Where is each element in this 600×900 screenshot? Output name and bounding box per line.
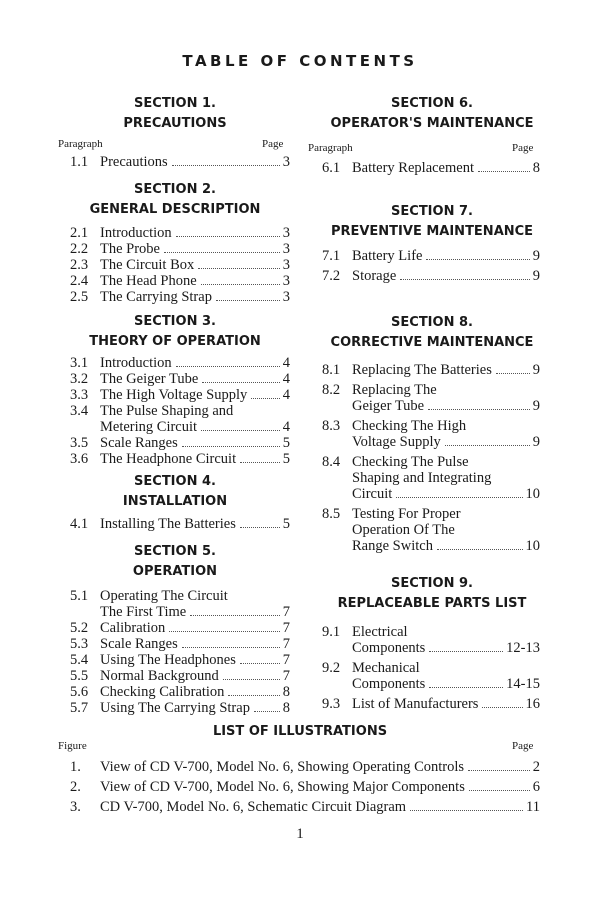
entry-title: Replacing The Batteries: [352, 362, 492, 378]
dot-leader: [396, 497, 522, 498]
entry-page: 3: [282, 289, 290, 305]
entry-title: Checking The Pulse: [352, 454, 469, 470]
section-label: SECTION 6.: [391, 96, 473, 111]
entry-title: Storage: [352, 268, 397, 284]
entry-page: 6: [532, 779, 540, 795]
toc-entry-5-7: [70, 700, 290, 716]
toc-entry-3-3: [70, 387, 290, 403]
entry-body: [352, 268, 540, 284]
dot-leader: [202, 382, 279, 383]
dot-leader: [201, 284, 280, 285]
entry-page: 9: [532, 398, 540, 414]
dot-leader: [172, 165, 280, 166]
entry-line: [100, 604, 290, 620]
entry-number: 3.4: [70, 403, 89, 419]
section-name: PREVENTIVE MAINTENANCE: [330, 224, 534, 239]
entry-number: 9.3: [322, 696, 341, 712]
entry-title: Mechanical: [352, 660, 420, 676]
entry-page: 7: [282, 652, 290, 668]
dot-leader: [482, 707, 522, 708]
page-number: 1: [296, 826, 304, 842]
entry-title: The Circuit Box: [100, 257, 195, 273]
entry-title: The Headphone Circuit: [100, 451, 237, 467]
entry-line: [352, 538, 540, 554]
entry-page: 3: [282, 225, 290, 241]
entry-page: 8: [532, 160, 540, 176]
entry-number: 5.2: [70, 620, 89, 636]
entry-page: 3: [282, 154, 290, 170]
column-header-paragraph-right: Paragraph: [308, 142, 353, 154]
column-header-page-right: Page: [512, 142, 534, 154]
entry-line: [100, 435, 290, 451]
entry-body: [100, 257, 290, 273]
illustrations-heading: LIST OF ILLUSTRATIONS: [212, 724, 388, 739]
entry-title: Circuit: [352, 486, 393, 502]
toc-entry-8-4: [322, 454, 540, 502]
entry-number: 9.2: [322, 660, 341, 676]
entry-line: [100, 225, 290, 241]
dot-leader: [251, 398, 279, 399]
entry-body: [100, 451, 290, 467]
entry-title: Using The Carrying Strap: [100, 700, 250, 716]
entry-line: [100, 516, 290, 532]
entry-number: 9.1: [322, 624, 341, 640]
entry-title: The Pulse Shaping and: [100, 403, 234, 419]
entry-number: 2.2: [70, 241, 89, 257]
section-heading: [25, 94, 325, 134]
entry-number: 1.1: [70, 154, 89, 170]
entry-number: 2.: [70, 779, 81, 795]
entry-number: 8.3: [322, 418, 341, 434]
entry-title: Shaping and Integrating: [352, 470, 492, 486]
entry-line: [100, 289, 290, 305]
entry-line: [100, 257, 290, 273]
entry-body: [100, 289, 290, 305]
entry-line: [100, 588, 290, 604]
section-label: SECTION 9.: [391, 576, 473, 591]
entry-line: [352, 624, 540, 640]
dot-leader: [240, 462, 280, 463]
dot-leader: [176, 236, 280, 237]
entry-line: [100, 799, 540, 815]
entry-page: 8: [282, 700, 290, 716]
entry-body: [100, 403, 290, 435]
toc-entry-5-6: [70, 684, 290, 700]
entry-title: View of CD V-700, Model No. 6, Showing Operating Controls: [100, 759, 465, 775]
entry-body: [352, 160, 540, 176]
entry-line: [352, 382, 540, 398]
entry-page: 10: [525, 538, 540, 554]
entry-page: 8: [282, 684, 290, 700]
entry-number: 2.4: [70, 273, 89, 289]
entry-body: [100, 387, 290, 403]
toc-entry-5-3: [70, 636, 290, 652]
entry-page: 7: [282, 668, 290, 684]
entry-page: 7: [282, 604, 290, 620]
entry-title: Components: [352, 640, 426, 656]
dot-leader: [400, 279, 529, 280]
dot-leader: [496, 373, 530, 374]
entry-title: Operating The Circuit: [100, 588, 228, 604]
section-heading: [282, 574, 582, 614]
entry-page: 9: [532, 434, 540, 450]
entry-title: Voltage Supply: [352, 434, 441, 450]
page-title: TABLE OF CONTENTS: [182, 52, 418, 70]
entry-body: [100, 241, 290, 257]
toc-entry-9-2: [322, 660, 540, 692]
entry-number: 5.3: [70, 636, 89, 652]
entry-body: [100, 668, 290, 684]
entry-line: [100, 451, 290, 467]
entry-body: [100, 273, 290, 289]
section-label: SECTION 2.: [134, 182, 216, 197]
toc-entry-8-1: [322, 362, 540, 378]
toc-entry-8-2: [322, 382, 540, 414]
entry-title: The High Voltage Supply: [100, 387, 248, 403]
dot-leader: [254, 711, 280, 712]
entry-title: Normal Background: [100, 668, 219, 684]
toc-entry-3-6: [70, 451, 290, 467]
dot-leader: [201, 430, 280, 431]
dot-leader: [437, 549, 523, 550]
dot-leader: [228, 695, 279, 696]
section-name: GENERAL DESCRIPTION: [89, 202, 261, 217]
section-label: SECTION 8.: [391, 315, 473, 330]
dot-leader: [164, 252, 280, 253]
entry-title: Checking The High: [352, 418, 467, 434]
entry-title: Introduction: [100, 225, 172, 241]
entry-body: [100, 516, 290, 532]
toc-entry-5-5: [70, 668, 290, 684]
dot-leader: [478, 171, 530, 172]
entry-body: [100, 759, 540, 775]
entry-page: 14-15: [506, 676, 540, 692]
toc-entry-5-2: [70, 620, 290, 636]
dot-leader: [240, 527, 280, 528]
toc-entry-2-2: [70, 241, 290, 257]
entry-number: 3.6: [70, 451, 89, 467]
entry-page: 11: [526, 799, 540, 815]
entry-title: CD V-700, Model No. 6, Schematic Circuit Diagram: [100, 799, 407, 815]
section-label: SECTION 1.: [134, 96, 216, 111]
section-name: THEORY OF OPERATION: [89, 334, 261, 349]
section-heading: [282, 202, 582, 242]
entry-number: 5.6: [70, 684, 89, 700]
entry-page: 9: [532, 362, 540, 378]
dot-leader: [176, 366, 280, 367]
toc-entry-7-2: [322, 268, 540, 284]
entry-number: 1.: [70, 759, 81, 775]
entry-number: 8.2: [322, 382, 341, 398]
entry-title: Scale Ranges: [100, 435, 178, 451]
entry-body: [100, 652, 290, 668]
entry-line: [352, 676, 540, 692]
entry-number: 3.2: [70, 371, 89, 387]
dot-leader: [429, 687, 503, 688]
column-header-page-figures: Page: [512, 740, 534, 752]
entry-body: [100, 700, 290, 716]
entry-line: [100, 387, 290, 403]
entry-number: 8.5: [322, 506, 341, 522]
entry-title: Metering Circuit: [100, 419, 198, 435]
entry-line: [100, 419, 290, 435]
dot-leader: [223, 679, 280, 680]
entry-body: [352, 454, 540, 502]
toc-entry-figure-1: [70, 759, 540, 775]
entry-number: 2.5: [70, 289, 89, 305]
entry-title: Introduction: [100, 355, 172, 371]
column-header-paragraph-left: Paragraph: [58, 138, 103, 150]
entry-line: [100, 779, 540, 795]
section-heading: [282, 94, 582, 134]
entry-title: List of Manufacturers: [352, 696, 479, 712]
entry-line: [352, 434, 540, 450]
entry-number: 8.1: [322, 362, 341, 378]
entry-line: [352, 248, 540, 264]
entry-line: [352, 522, 540, 538]
entry-title: Testing For Proper: [352, 506, 461, 522]
entry-line: [352, 486, 540, 502]
toc-entry-figure-2: [70, 779, 540, 795]
entry-line: [352, 160, 540, 176]
entry-body: [100, 620, 290, 636]
entry-title: The Carrying Strap: [100, 289, 212, 305]
toc-entry-9-3: [322, 696, 540, 712]
section-name: PRECAUTIONS: [123, 116, 227, 131]
toc-entry-2-3: [70, 257, 290, 273]
section-heading: [282, 313, 582, 353]
entry-page: 3: [282, 273, 290, 289]
entry-line: [100, 241, 290, 257]
entry-line: [352, 268, 540, 284]
entry-body: [100, 636, 290, 652]
section-name: OPERATION: [132, 564, 218, 579]
toc-entry-2-5: [70, 289, 290, 305]
entry-title: Operation Of The: [352, 522, 455, 538]
toc-entry-figure-3: [70, 799, 540, 815]
entry-line: [100, 273, 290, 289]
entry-line: [352, 506, 540, 522]
entry-body: [352, 624, 540, 656]
entry-page: 4: [282, 355, 290, 371]
toc-entry-3-5: [70, 435, 290, 451]
entry-page: 16: [525, 696, 540, 712]
entry-title: The First Time: [100, 604, 187, 620]
entry-body: [100, 154, 290, 170]
toc-entry-9-1: [322, 624, 540, 656]
entry-number: 3.1: [70, 355, 89, 371]
entry-body: [100, 435, 290, 451]
dot-leader: [426, 259, 529, 260]
entry-line: [352, 418, 540, 434]
entry-number: 3.: [70, 799, 81, 815]
entry-line: [352, 640, 540, 656]
section-label: SECTION 7.: [391, 204, 473, 219]
entry-line: [352, 696, 540, 712]
dot-leader: [198, 268, 280, 269]
entry-title: Components: [352, 676, 426, 692]
entry-page: 4: [282, 419, 290, 435]
entry-title: Checking Calibration: [100, 684, 225, 700]
entry-number: 3.5: [70, 435, 89, 451]
toc-entry-3-1: [70, 355, 290, 371]
toc-entry-5-1: [70, 588, 290, 620]
entry-page: 10: [525, 486, 540, 502]
entry-body: [352, 362, 540, 378]
toc-entry-5-4: [70, 652, 290, 668]
section-heading: [25, 542, 325, 582]
section-name: OPERATOR'S MAINTENANCE: [330, 116, 534, 131]
toc-entry-8-5: [322, 506, 540, 554]
entry-line: [100, 371, 290, 387]
toc-entry-2-1: [70, 225, 290, 241]
entry-body: [352, 382, 540, 414]
entry-number: 7.1: [322, 248, 341, 264]
entry-line: [352, 362, 540, 378]
entry-title: Geiger Tube: [352, 398, 425, 414]
toc-entry-8-3: [322, 418, 540, 450]
toc-entry-2-4: [70, 273, 290, 289]
entry-body: [352, 248, 540, 264]
toc-entry-4-1: [70, 516, 290, 532]
entry-title: The Head Phone: [100, 273, 197, 289]
entry-body: [100, 799, 540, 815]
entry-page: 5: [282, 516, 290, 532]
entry-line: [352, 470, 540, 486]
dot-leader: [216, 300, 280, 301]
entry-page: 2: [532, 759, 540, 775]
entry-title: Using The Headphones: [100, 652, 236, 668]
entry-title: Installing The Batteries: [100, 516, 236, 532]
section-label: SECTION 3.: [134, 314, 216, 329]
entry-title: The Geiger Tube: [100, 371, 199, 387]
entry-number: 4.1: [70, 516, 89, 532]
entry-line: [100, 355, 290, 371]
entry-body: [352, 696, 540, 712]
entry-page: 4: [282, 387, 290, 403]
toc-entry-7-1: [322, 248, 540, 264]
entry-line: [352, 660, 540, 676]
entry-line: [100, 759, 540, 775]
entry-page: 9: [532, 268, 540, 284]
entry-number: 5.1: [70, 588, 89, 604]
entry-body: [352, 418, 540, 450]
section-heading: [25, 180, 325, 220]
entry-body: [100, 355, 290, 371]
entry-title: Range Switch: [352, 538, 433, 554]
entry-line: [352, 454, 540, 470]
entry-body: [352, 506, 540, 554]
entry-title: Scale Ranges: [100, 636, 178, 652]
dot-leader: [445, 445, 530, 446]
entry-page: 7: [282, 636, 290, 652]
entry-body: [100, 779, 540, 795]
dot-leader: [428, 409, 530, 410]
dot-leader: [429, 651, 503, 652]
entry-body: [100, 225, 290, 241]
dot-leader: [182, 446, 280, 447]
entry-body: [100, 684, 290, 700]
entry-title: Precautions: [100, 154, 168, 170]
entry-page: 4: [282, 371, 290, 387]
entry-page: 5: [282, 451, 290, 467]
dot-leader: [469, 790, 530, 791]
entry-page: 5: [282, 435, 290, 451]
section-name: INSTALLATION: [122, 494, 228, 509]
entry-number: 3.3: [70, 387, 89, 403]
entry-number: 8.4: [322, 454, 341, 470]
column-header-figure: Figure: [58, 740, 87, 752]
entry-body: [352, 660, 540, 692]
section-heading: [25, 472, 325, 512]
toc-entry-6-1: [322, 160, 540, 176]
entry-number: 5.4: [70, 652, 89, 668]
entry-title: Replacing The: [352, 382, 437, 398]
entry-line: [352, 398, 540, 414]
entry-line: [100, 668, 290, 684]
entry-title: Battery Replacement: [352, 160, 474, 176]
entry-number: 5.5: [70, 668, 89, 684]
dot-leader: [410, 810, 523, 811]
entry-title: View of CD V-700, Model No. 6, Showing Major Components: [100, 779, 465, 795]
entry-number: 6.1: [322, 160, 341, 176]
column-header-page-left: Page: [262, 138, 284, 150]
dot-leader: [169, 631, 280, 632]
section-label: SECTION 4.: [134, 474, 216, 489]
entry-line: [100, 684, 290, 700]
dot-leader: [468, 770, 530, 771]
section-name: REPLACEABLE PARTS LIST: [337, 596, 527, 611]
toc-entry-3-4: [70, 403, 290, 435]
entry-body: [100, 371, 290, 387]
toc-entry-1-1: [70, 154, 290, 170]
entry-line: [100, 620, 290, 636]
entry-page: 3: [282, 241, 290, 257]
entry-number: 2.3: [70, 257, 89, 273]
dot-leader: [240, 663, 280, 664]
dot-leader: [182, 647, 280, 648]
entry-page: 9: [532, 248, 540, 264]
entry-line: [100, 636, 290, 652]
entry-page: 7: [282, 620, 290, 636]
entry-title: Calibration: [100, 620, 166, 636]
section-name: CORRECTIVE MAINTENANCE: [330, 335, 534, 350]
entry-line: [100, 652, 290, 668]
entry-number: 5.7: [70, 700, 89, 716]
entry-line: [100, 403, 290, 419]
toc-entry-3-2: [70, 371, 290, 387]
entry-number: 2.1: [70, 225, 89, 241]
entry-title: Battery Life: [352, 248, 423, 264]
entry-line: [100, 154, 290, 170]
entry-line: [100, 700, 290, 716]
entry-title: The Probe: [100, 241, 160, 257]
section-heading: [25, 312, 325, 352]
entry-number: 7.2: [322, 268, 341, 284]
entry-page: 3: [282, 257, 290, 273]
entry-title: Electrical: [352, 624, 408, 640]
entry-body: [100, 588, 290, 620]
section-label: SECTION 5.: [134, 544, 216, 559]
entry-page: 12-13: [506, 640, 540, 656]
dot-leader: [190, 615, 280, 616]
